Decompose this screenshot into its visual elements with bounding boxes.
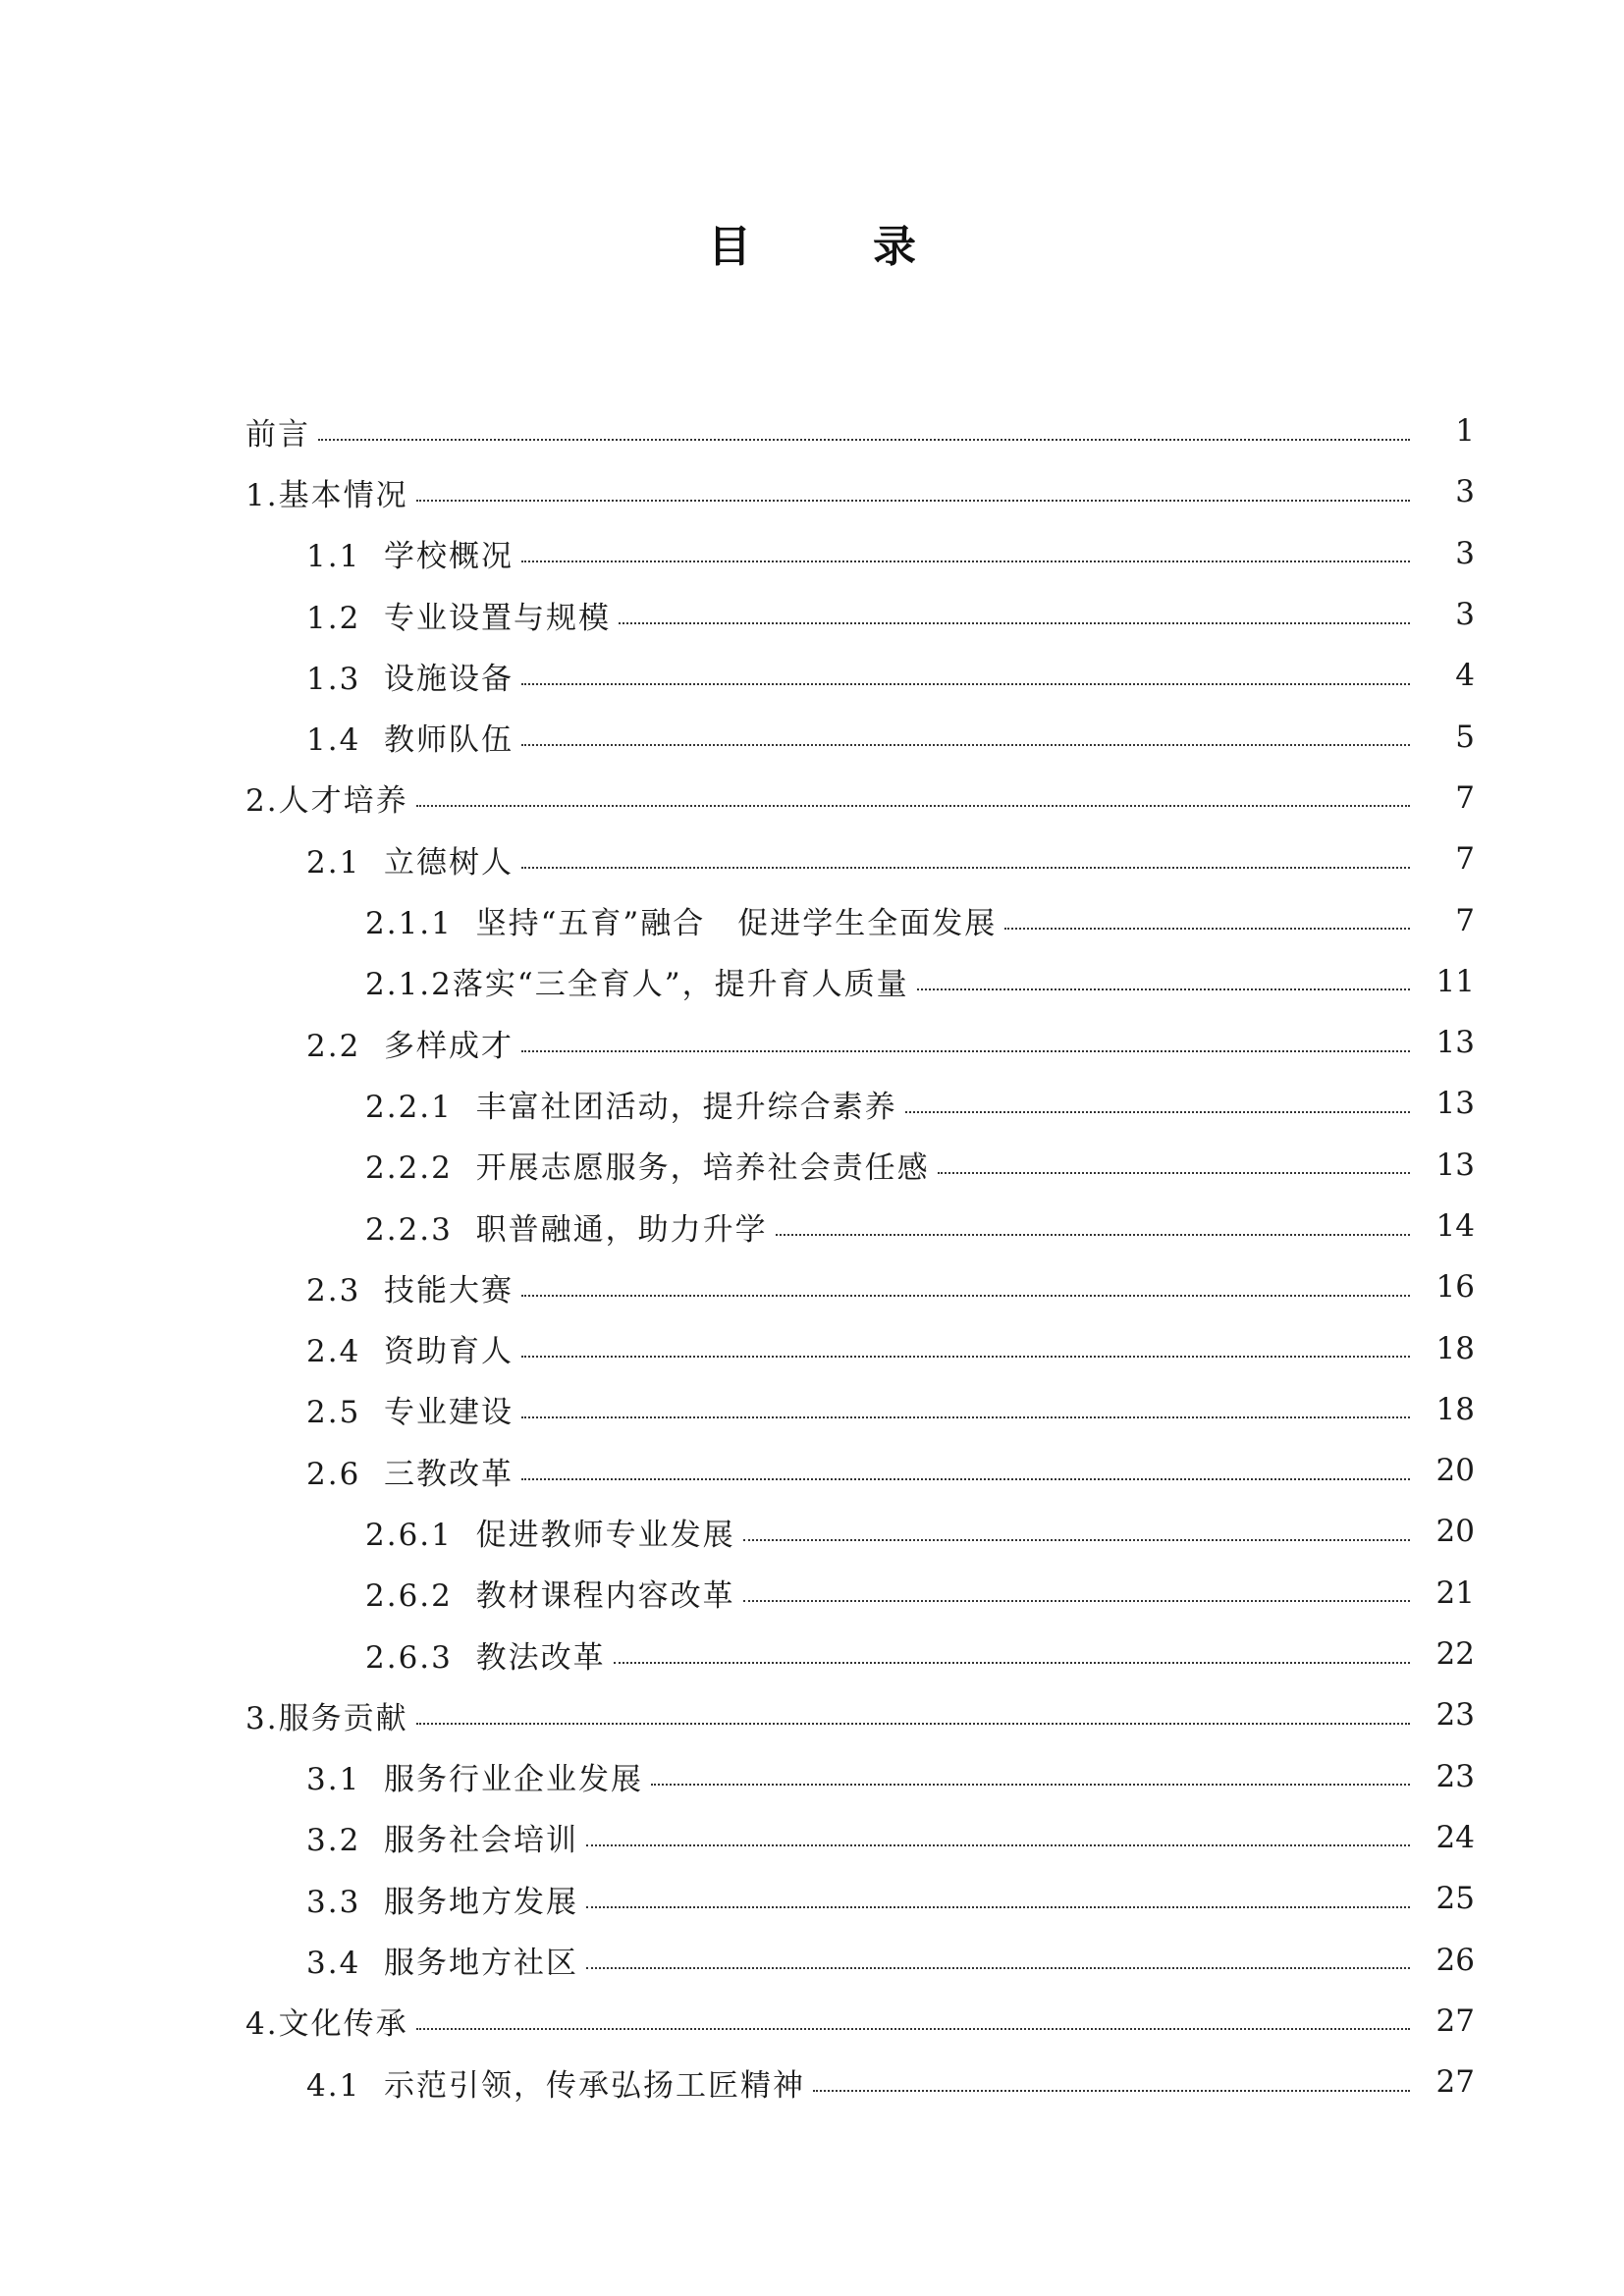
toc-entry-label: 1.2 专业设置与规模 bbox=[306, 600, 612, 636]
toc-entry-label: 2.2 多样成才 bbox=[306, 1028, 514, 1064]
toc-entry-label: 2.6.1 促进教师专业发展 bbox=[365, 1517, 735, 1553]
toc-entry-label: 3.2 服务社会培训 bbox=[306, 1823, 579, 1859]
toc-entry[interactable] bbox=[0, 951, 1624, 1012]
dot-leader bbox=[416, 2027, 1410, 2030]
toc-entry[interactable] bbox=[0, 1624, 1624, 1684]
dot-leader bbox=[521, 1049, 1410, 1052]
dot-leader bbox=[586, 1905, 1410, 1908]
toc-entry[interactable] bbox=[0, 2052, 1624, 2112]
toc-entry[interactable] bbox=[0, 1317, 1624, 1378]
toc-entry[interactable] bbox=[0, 828, 1624, 889]
toc-entry-page: 27 bbox=[1435, 2002, 1475, 2039]
toc-entry-label: 2.2.1 丰富社团活动，提升综合素养 bbox=[365, 1089, 897, 1125]
toc-entry-page: 16 bbox=[1435, 1269, 1475, 1306]
toc-entry-page: 20 bbox=[1435, 1453, 1475, 1489]
toc-entry-page: 13 bbox=[1435, 1086, 1475, 1122]
toc-entry-page: 7 bbox=[1455, 902, 1475, 938]
toc-entry-label: 2.人才培养 bbox=[245, 783, 408, 820]
toc-entry-label: 前言 bbox=[245, 416, 310, 453]
toc-entry[interactable] bbox=[0, 584, 1624, 645]
dot-leader bbox=[917, 988, 1410, 990]
toc-entry-label: 1.1 学校概况 bbox=[306, 539, 514, 575]
toc-entry[interactable] bbox=[0, 1807, 1624, 1868]
toc-entry-page: 22 bbox=[1435, 1636, 1475, 1673]
dot-leader bbox=[521, 743, 1410, 746]
toc-entry[interactable] bbox=[0, 1684, 1624, 1745]
dot-leader bbox=[586, 1966, 1410, 1969]
dot-leader bbox=[521, 682, 1410, 685]
dot-leader bbox=[521, 1355, 1410, 1358]
dot-leader bbox=[1004, 927, 1410, 930]
toc-entry-page: 21 bbox=[1435, 1575, 1475, 1611]
toc-entry-page: 25 bbox=[1435, 1881, 1475, 1917]
toc-entry[interactable] bbox=[0, 1868, 1624, 1929]
dot-leader bbox=[416, 804, 1410, 807]
toc-entry[interactable] bbox=[0, 889, 1624, 950]
toc-entry[interactable] bbox=[0, 1929, 1624, 1990]
dot-leader bbox=[743, 1538, 1410, 1541]
toc-entry-label: 2.6.3 教法改革 bbox=[365, 1639, 606, 1676]
dot-leader bbox=[619, 621, 1410, 624]
toc-entry-label: 2.6 三教改革 bbox=[306, 1456, 514, 1492]
toc-entry-label: 2.3 技能大赛 bbox=[306, 1272, 514, 1308]
toc-entry-page: 23 bbox=[1435, 1697, 1475, 1734]
toc-entry[interactable] bbox=[0, 1073, 1624, 1134]
toc-entry-label: 2.4 资助育人 bbox=[306, 1334, 514, 1370]
toc-entry-label: 3.服务贡献 bbox=[245, 1700, 408, 1736]
toc-entry-label: 2.5 专业建设 bbox=[306, 1395, 514, 1431]
dot-leader bbox=[938, 1171, 1410, 1174]
toc-entry-page: 26 bbox=[1435, 1942, 1475, 1978]
toc-entry-label: 2.6.2 教材课程内容改革 bbox=[365, 1578, 735, 1615]
toc-entry-label: 3.3 服务地方发展 bbox=[306, 1884, 579, 1920]
toc-entry-label: 3.1 服务行业企业发展 bbox=[306, 1762, 644, 1798]
toc-entry[interactable] bbox=[0, 400, 1624, 461]
toc-entry-page: 23 bbox=[1435, 1758, 1475, 1794]
toc-entry-label: 1.3 设施设备 bbox=[306, 661, 514, 697]
page-title: 目 录 bbox=[708, 222, 955, 272]
toc-entry-page: 18 bbox=[1435, 1391, 1475, 1427]
toc-entry-label: 1.4 教师队伍 bbox=[306, 722, 514, 759]
toc-entry-page: 24 bbox=[1435, 1819, 1475, 1855]
toc-entry[interactable] bbox=[0, 1135, 1624, 1196]
dot-leader bbox=[521, 1294, 1410, 1297]
dot-leader bbox=[614, 1661, 1410, 1664]
dot-leader bbox=[521, 1477, 1410, 1480]
dot-leader bbox=[651, 1783, 1410, 1786]
toc-entry-label: 2.1.2落实“三全育人”，提升育人质量 bbox=[365, 967, 909, 1003]
toc-entry[interactable] bbox=[0, 1563, 1624, 1624]
toc-entry-label: 2.1 立德树人 bbox=[306, 844, 514, 881]
dot-leader bbox=[521, 1415, 1410, 1418]
toc-entry-label: 3.4 服务地方社区 bbox=[306, 1946, 579, 1982]
toc-entry-label: 4.1 示范引领，传承弘扬工匠精神 bbox=[306, 2067, 806, 2104]
toc-entry-page: 7 bbox=[1455, 779, 1475, 816]
toc-entry[interactable] bbox=[0, 1196, 1624, 1256]
dot-leader bbox=[776, 1233, 1410, 1236]
toc-entry-page: 3 bbox=[1455, 474, 1475, 510]
toc-entry-page: 20 bbox=[1435, 1514, 1475, 1550]
toc-entry[interactable] bbox=[0, 523, 1624, 584]
dot-leader bbox=[743, 1599, 1410, 1602]
dot-leader bbox=[586, 1843, 1410, 1846]
toc-entry-label: 2.1.1 坚持“五育”融合 促进学生全面发展 bbox=[365, 906, 998, 942]
toc-entry[interactable] bbox=[0, 1379, 1624, 1440]
toc-entry[interactable] bbox=[0, 768, 1624, 828]
dot-leader bbox=[416, 1722, 1410, 1725]
toc-entry[interactable] bbox=[0, 1440, 1624, 1501]
toc-entry[interactable] bbox=[0, 1501, 1624, 1562]
toc-entry-page: 5 bbox=[1455, 719, 1475, 755]
toc-entry-page: 13 bbox=[1435, 1025, 1475, 1061]
toc-entry[interactable] bbox=[0, 1746, 1624, 1807]
toc-entry[interactable] bbox=[0, 706, 1624, 767]
toc-entry-page: 13 bbox=[1435, 1147, 1475, 1183]
dot-leader bbox=[416, 499, 1410, 502]
toc-entry-page: 18 bbox=[1435, 1330, 1475, 1366]
dot-leader bbox=[905, 1110, 1410, 1113]
dot-leader bbox=[521, 866, 1410, 869]
toc-entry-page: 4 bbox=[1455, 658, 1475, 694]
toc-entry-page: 7 bbox=[1455, 841, 1475, 878]
toc-entry-page: 3 bbox=[1455, 535, 1475, 571]
table-of-contents bbox=[0, 400, 1624, 2112]
toc-entry-label: 1.基本情况 bbox=[245, 477, 408, 513]
dot-leader bbox=[813, 2089, 1410, 2092]
toc-entry[interactable] bbox=[0, 1991, 1624, 2052]
toc-entry-page: 3 bbox=[1455, 597, 1475, 633]
toc-entry[interactable] bbox=[0, 1256, 1624, 1317]
dot-leader bbox=[521, 560, 1410, 562]
toc-entry-page: 27 bbox=[1435, 2064, 1475, 2101]
toc-entry[interactable] bbox=[0, 1012, 1624, 1073]
toc-entry-page: 1 bbox=[1455, 413, 1475, 450]
dot-leader bbox=[318, 438, 1410, 441]
toc-entry-label: 2.2.2 开展志愿服务，培养社会责任感 bbox=[365, 1150, 930, 1187]
toc-entry-label: 2.2.3 职普融通，助力升学 bbox=[365, 1211, 768, 1248]
toc-entry[interactable] bbox=[0, 461, 1624, 522]
toc-entry-page: 14 bbox=[1435, 1208, 1475, 1244]
toc-entry-page: 11 bbox=[1435, 963, 1475, 999]
toc-entry-label: 4.文化传承 bbox=[245, 2006, 408, 2043]
toc-entry[interactable] bbox=[0, 645, 1624, 706]
